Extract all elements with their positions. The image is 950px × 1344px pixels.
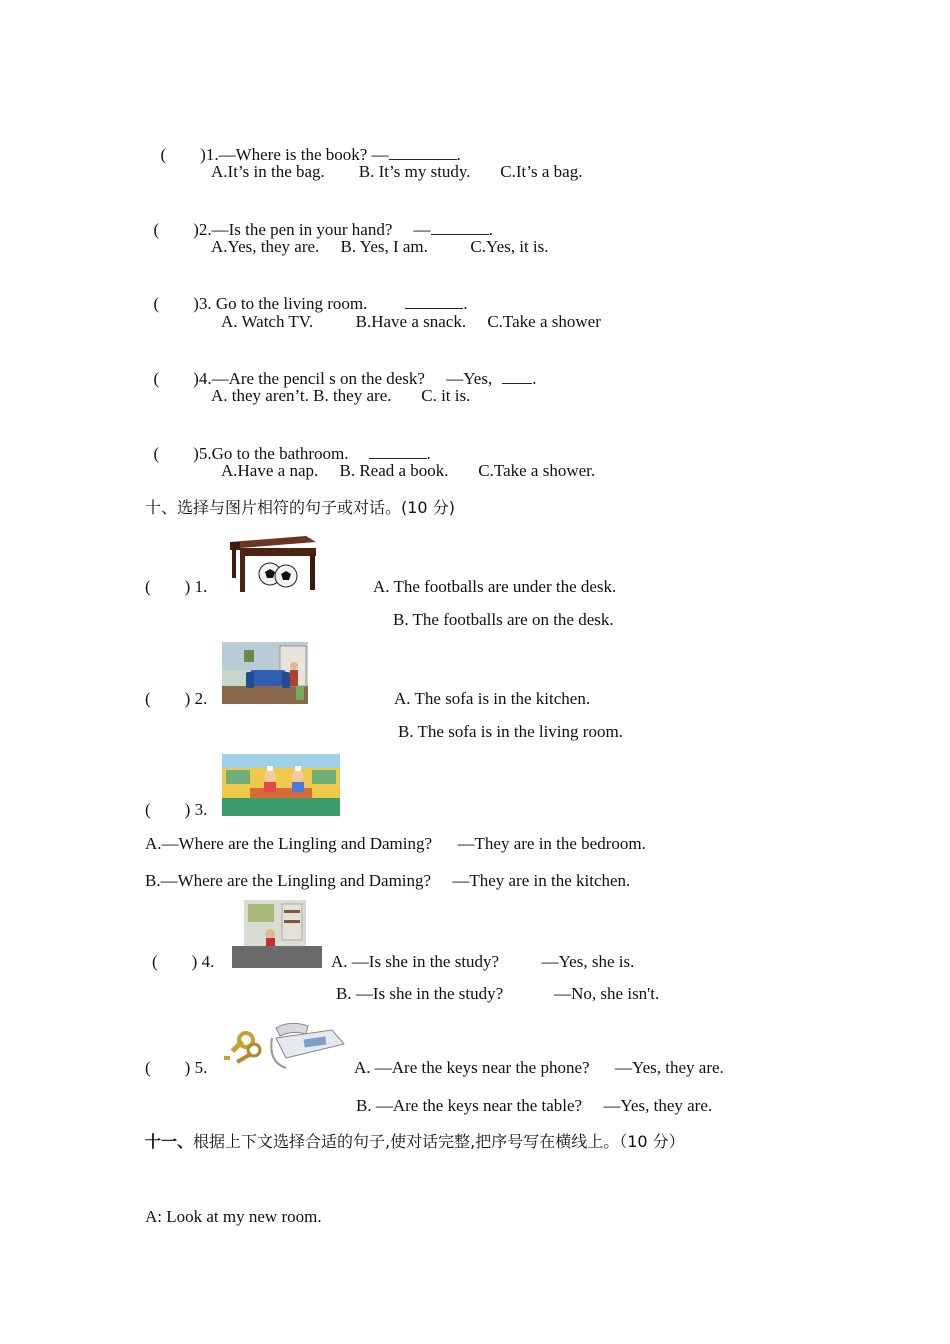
item4-option-a[interactable]: A. —Is she in the study? —Yes, she is. (331, 952, 635, 971)
keys-icon (224, 1033, 260, 1064)
item1-option-a[interactable]: A. The footballs are under the desk. (373, 577, 617, 596)
q4-blank-end: . (532, 369, 537, 388)
item3-label[interactable]: ( ) 3. (145, 800, 208, 819)
part11-dialogue-line: A: Look at my new room. (145, 1207, 322, 1226)
q5-blank[interactable] (369, 444, 427, 459)
item1-option-b[interactable]: B. The footballs are on the desk. (393, 610, 614, 629)
item4-label[interactable]: ( ) 4. (152, 952, 215, 971)
q5-blank-end: . (426, 444, 431, 463)
item2-option-a[interactable]: A. The sofa is in the kitchen. (394, 689, 591, 708)
q5-options: A.Have a nap. B. Read a book. C.Take a shower. (221, 461, 596, 480)
q2-blank[interactable] (431, 220, 489, 235)
part11-heading-text: 根据上下文选择合适的句子,使对话完整,把序号写在横线上。（10 分） (193, 1132, 685, 1151)
q1-options: A.It’s in the bag. B. It’s my study. C.It’s a bag. (211, 162, 583, 181)
q2-options: A.Yes, they are. B. Yes, I am. C.Yes, it is. (211, 237, 549, 256)
q3-stem: 3. Go to the living room. (198, 294, 368, 313)
item3-option-b[interactable]: B.—Where are the Lingling and Daming? —They are in the kitchen. (145, 871, 631, 890)
q4-stem: 4.—Are the pencil s on the desk? —Yes, (198, 369, 493, 388)
q2-line (145, 200, 493, 240)
q2-stem: 2.—Is the pen in your hand? — (198, 220, 431, 239)
item1-label[interactable]: ( ) 1. (145, 577, 208, 596)
q3-blank[interactable] (405, 294, 463, 309)
q4-line (145, 349, 536, 389)
item2-label[interactable]: ( ) 2. (145, 689, 208, 708)
part11-heading-number: 十一、 (145, 1132, 194, 1151)
q3-blank-end: . (463, 294, 468, 313)
q5-line (145, 424, 431, 464)
part10-heading: 十、选择与图片相符的句子或对话。(10 分) (145, 498, 455, 517)
item5-option-a[interactable]: A. —Are the keys near the phone? —Yes, they are. (354, 1058, 724, 1077)
q2-blank-end: . (488, 220, 493, 239)
item4-option-b[interactable]: B. —Is she in the study? —No, she isn't. (336, 984, 660, 1003)
q1-stem: 1.—Where is the book? — (205, 145, 389, 164)
item2-option-b[interactable]: B. The sofa is in the living room. (398, 722, 623, 741)
q4-blank[interactable] (502, 369, 532, 384)
part11-heading (145, 1132, 685, 1152)
item5-label[interactable]: ( ) 5. (145, 1058, 208, 1077)
q5-stem: 5.Go to the bathroom. (198, 444, 349, 463)
q1-blank-end: . (456, 145, 461, 164)
q2-paren[interactable]: ( ) (153, 220, 199, 239)
q1-blank[interactable] (389, 145, 457, 160)
telephone-icon (271, 1023, 344, 1068)
q4-options: A. they aren’t. B. they are. C. it is. (211, 386, 471, 405)
q4-paren[interactable]: ( ) (153, 369, 199, 388)
living-room-image (222, 642, 308, 704)
q3-paren[interactable]: ( ) (153, 294, 199, 313)
item3-option-a[interactable]: A.—Where are the Lingling and Daming? —They are in the bedroom. (145, 834, 646, 853)
desk-footballs-image (226, 532, 318, 594)
keys-phone-image (220, 1018, 348, 1076)
item5-option-b[interactable]: B. —Are the keys near the table? —Yes, they are. (356, 1096, 713, 1115)
q3-options: A. Watch TV. B.Have a snack. C.Take a shower (221, 312, 601, 331)
q5-paren[interactable]: ( ) (153, 444, 199, 463)
study-image (232, 900, 322, 968)
q1-line (152, 125, 461, 165)
kitchen-image (222, 754, 340, 816)
q3-line (145, 274, 468, 314)
q1-paren[interactable]: ( ) (160, 145, 206, 164)
